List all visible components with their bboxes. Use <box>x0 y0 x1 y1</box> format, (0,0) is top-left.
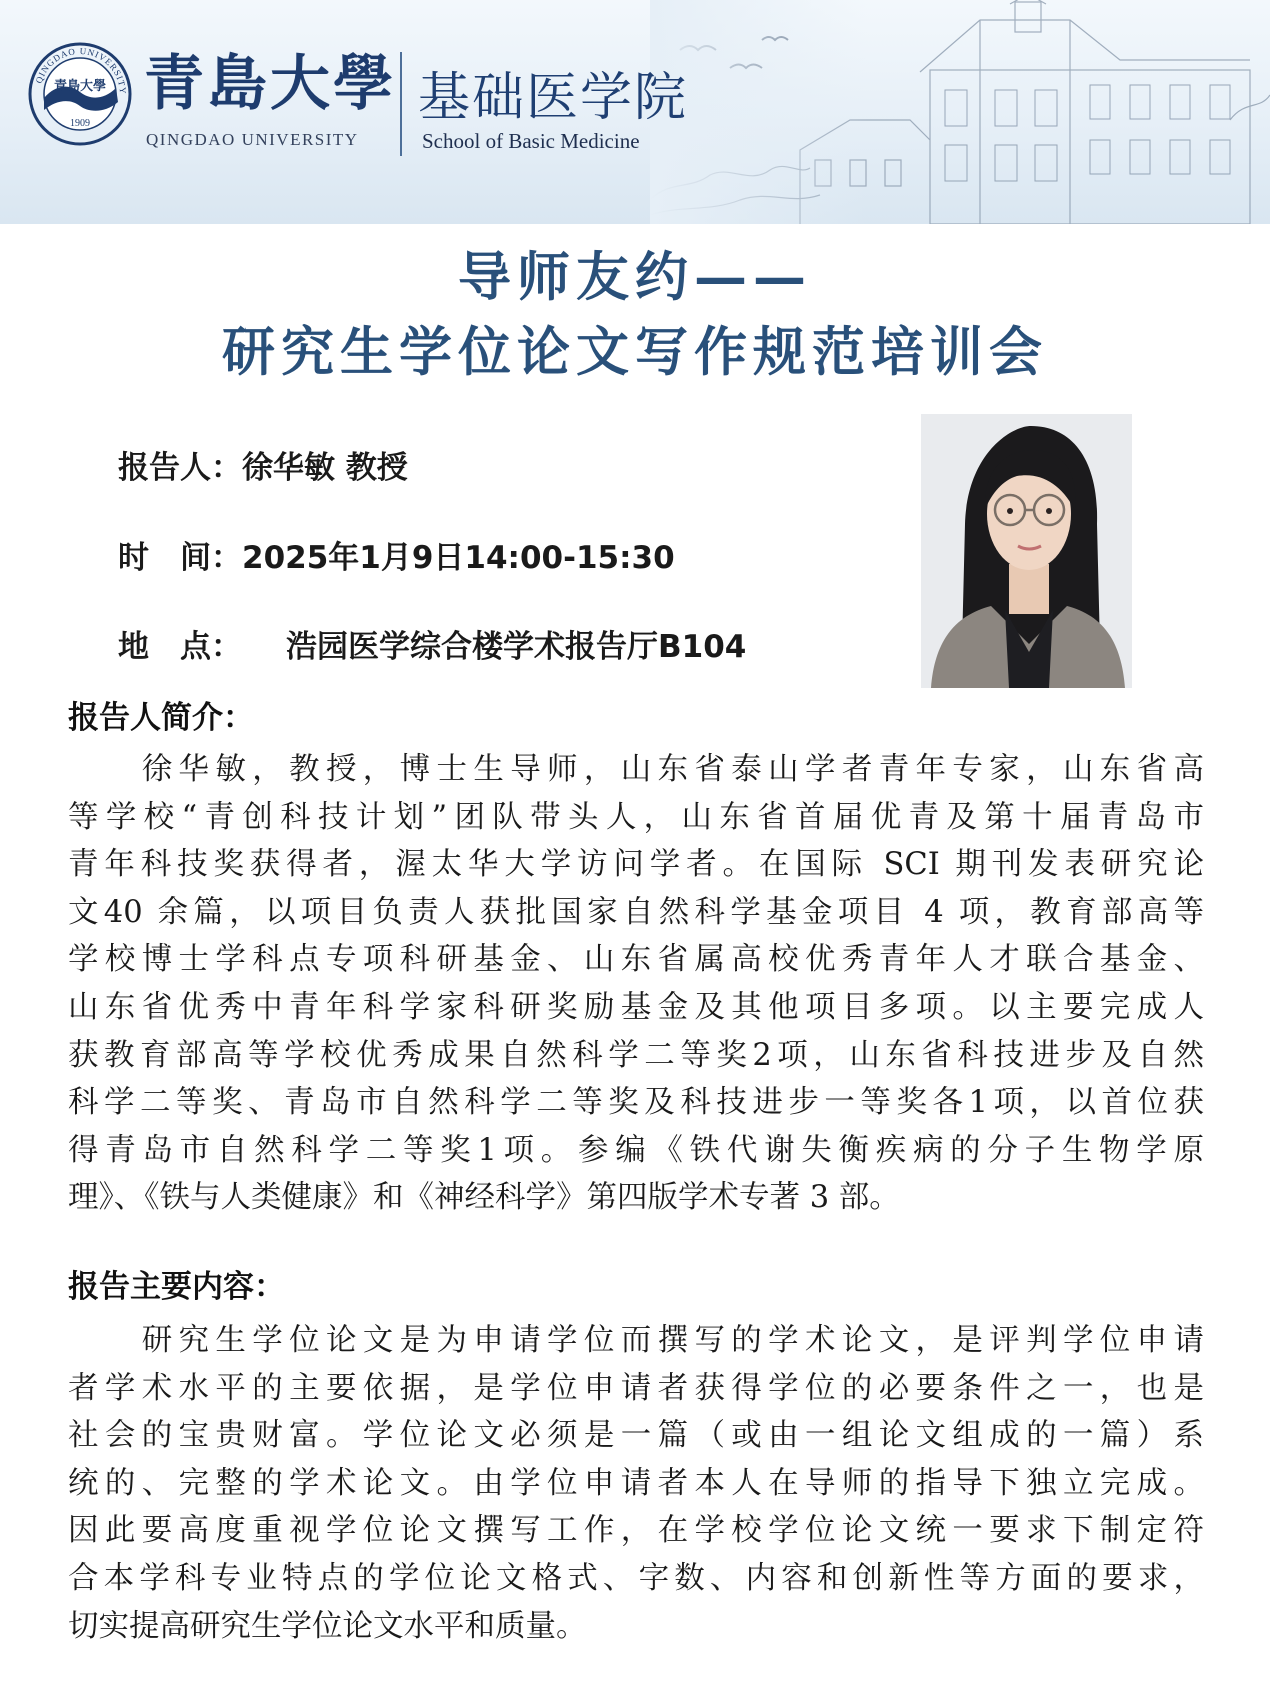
header-divider <box>400 52 402 156</box>
time-line <box>118 540 675 576</box>
bio-line: 获教育部高等学校优秀成果自然科学二等奖2项，山东省科技进步及自然 <box>68 1037 1204 1073</box>
content-line: 社会的宝贵财富。学位论文必须是一篇（或由一组论文组成的一篇）系 <box>68 1418 1204 1454</box>
time-value: 2025年1月9日14:00-15:30 <box>242 540 675 576</box>
speaker-portrait-photo <box>921 414 1132 688</box>
bio-line: 等学校“青创科技计划”团队带头人，山东省首届优青及第十届青岛市 <box>68 799 1204 835</box>
content-line: 研究生学位论文是为申请学位而撰写的学术论文，是评判学位申请 <box>68 1323 1204 1358</box>
speaker-line <box>118 450 408 486</box>
speaker-value: 徐华敏 教授 <box>242 450 408 486</box>
university-name-cn: 青島大學 <box>144 49 396 119</box>
seal-arc-text: QINGDAO UNIVERSITY <box>33 45 129 96</box>
seal-center-text: 青島大學 <box>53 79 107 94</box>
content-line: 合本学科专业特点的学位论文格式、字数、内容和创新性等方面的要求， <box>68 1560 1204 1596</box>
content-line: 者学术水平的主要依据，是学位申请者获得学位的必要条件之一，也是 <box>68 1370 1204 1406</box>
bio-paragraph <box>68 746 1204 1222</box>
content-line: 因此要高度重视学位论文撰写工作，在学校学位论文统一要求下制定符 <box>68 1513 1204 1549</box>
content-line: 统的、完整的学术论文。由学位申请者本人在导师的指导下独立完成。 <box>68 1465 1204 1501</box>
bio-line: 徐华敏，教授，博士生导师，山东省泰山学者青年专家，山东省高 <box>68 752 1204 787</box>
place-label: 地 点： <box>118 629 242 665</box>
content-paragraph <box>68 1317 1204 1650</box>
bio-line: 理》、《铁与人类健康》和《神经科学》第四版学术专著 3 部。 <box>68 1180 900 1216</box>
content-heading: 报告主要内容： <box>68 1269 285 1305</box>
bio-line: 山东省优秀中青年科学家科研奖励基金及其他项目多项。以主要完成人 <box>68 989 1204 1025</box>
school-name-cn: 基础医学院 <box>418 68 689 128</box>
university-seal-logo <box>26 40 134 148</box>
title-line-2: 研究生学位论文写作规范培训会 <box>222 321 1048 383</box>
speaker-label: 报告人： <box>118 450 242 486</box>
title-line-1: 导师友约—— <box>458 246 812 308</box>
bio-line: 文40 余篇，以项目负责人获批国家自然科学基金项目 4 项，教育部高等 <box>68 894 1204 930</box>
bio-line: 青年科技奖获得者，渥太华大学访问学者。在国际 SCI 期刊发表研究论 <box>68 847 1204 883</box>
time-label: 时 间： <box>118 540 242 576</box>
bio-line: 学校博士学科点专项科研基金、山东省属高校优秀青年人才联合基金、 <box>68 942 1204 978</box>
content-line: 切实提高研究生学位论文水平和质量。 <box>68 1608 587 1644</box>
header-banner <box>0 0 1270 224</box>
campus-building-sketch <box>650 0 1270 224</box>
place-line <box>118 629 747 665</box>
place-value: 浩园医学综合楼学术报告厅B104 <box>286 629 747 665</box>
school-name-en: School of Basic Medicine <box>422 129 640 153</box>
seal-year-text: 1909 <box>70 118 90 129</box>
bio-heading: 报告人简介： <box>68 700 254 736</box>
bio-line: 得青岛市自然科学二等奖1项。参编《铁代谢失衡疾病的分子生物学原 <box>68 1132 1204 1168</box>
bio-line: 科学二等奖、青岛市自然科学二等奖及科技进步一等奖各1项，以首位获 <box>68 1085 1204 1121</box>
university-name-en: QINGDAO UNIVERSITY <box>146 130 359 149</box>
